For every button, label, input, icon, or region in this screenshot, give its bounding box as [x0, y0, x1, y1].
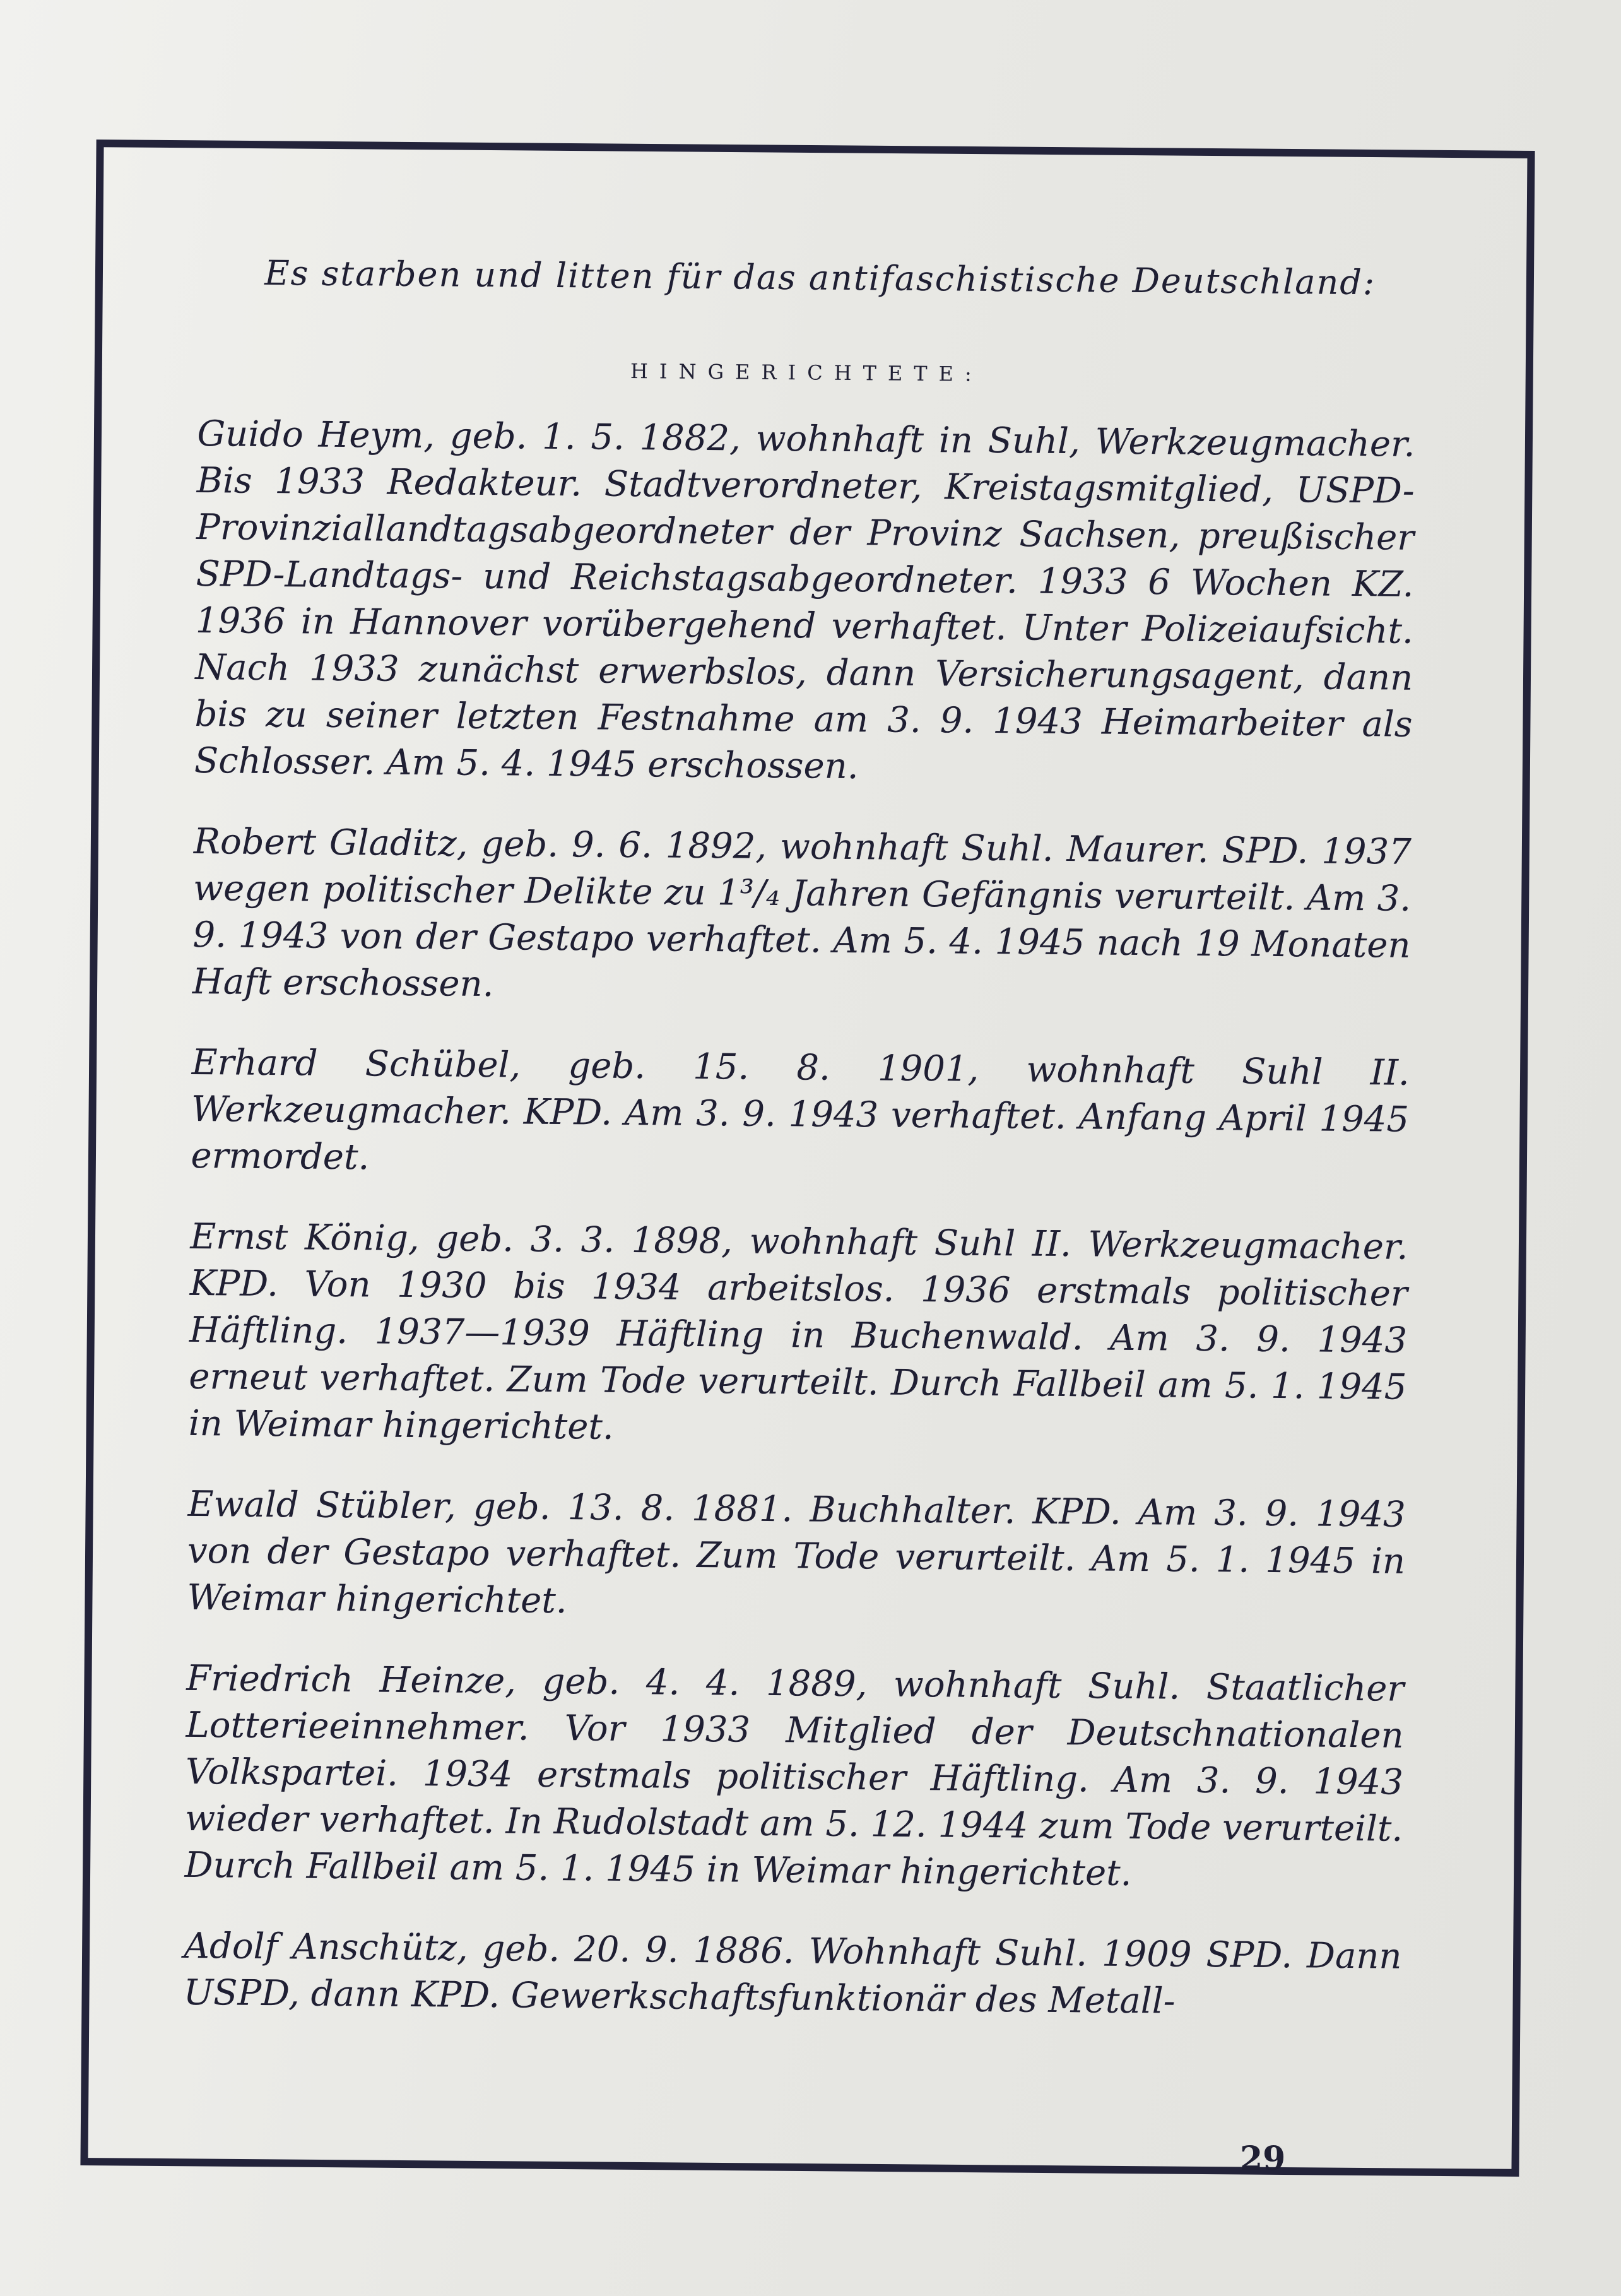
entry-paragraph: Erhard Schübel, geb. 15. 8. 1901, wohnhaft Suhl II. Werkzeugmacher. KPD. Am 3. 9. 1943 verhaftet. Anfang April 1945 ermordet. [191, 1041, 1410, 1178]
entry-paragraph: Ernst König, geb. 3. 3. 1898, wohnhaft Suhl II. Werkzeugmacher. KPD. Von 1930 bis 1934 arbeitslos. 1936 erstmals politischer Häftling. 1937—1939 Häftling in Buchenwald. Am 3. 9. 1943 erneut verhaftet. Zum Tode verurteilt. Durch Fallbeil am 5. 1. 1945 in Weimar hingerichtet. [188, 1216, 1408, 1448]
section-heading: HINGERICHTETE: [630, 358, 983, 386]
entry-paragraph: Guido Heym, geb. 1. 5. 1882, wohnhaft in Suhl, Werkzeugmacher. Bis 1933 Redakteur. Stadtverordneter, Kreistagsmitglied, USPD-Provinziallandtagsabgeordneter der Provinz Sachsen, preußischer SPD-Landtags- und Reichstagsabgeordneter. 1933 6 Wochen KZ. 1936 in Hannover vorübergehend verhaftet. Unter Polizeiaufsicht. Nach 1933 zunächst erwerbslos, dann Versicherungsagent, dann bis zu seiner letzten Festnahme am 3. 9. 1943 Heimarbeiter als Schlosser. Am 5. 4. 1945 erschossen. [194, 413, 1415, 788]
entry-paragraph: Robert Gladitz, geb. 9. 6. 1892, wohnhaft Suhl. Maurer. SPD. 1937 wegen politischer Delikte zu 1³/₄ Jahren Gefängnis verurteilt. Am 3. 9. 1943 von der Gestapo verhaftet. Am 5. 4. 1945 nach 19 Monaten Haft erschossen. [192, 820, 1412, 1005]
entry-paragraph: Friedrich Heinze, geb. 4. 4. 1889, wohnhaft Suhl. Staatlicher Lotterieeinnehmer. Vor 1933 Mitglied der Deutschnationalen Volkspartei. 1934 erstmals politischer Häftling. Am 3. 9. 1943 wieder verhaftet. In Rudolstadt am 5. 12. 1944 zum Tode verurteilt. Durch Fallbeil am 5. 1. 1945 in Weimar hingerichtet. [184, 1657, 1405, 1894]
entry-paragraph: Adolf Anschütz, geb. 20. 9. 1886. Wohnhaft Suhl. 1909 SPD. Dann USPD, dann KPD. Gewerkschaftsfunktionär des Metall- [183, 1925, 1402, 2022]
entry-paragraph: Ewald Stübler, geb. 13. 8. 1881. Buchhalter. KPD. Am 3. 9. 1943 von der Gestapo verhaftet. Zum Tode verurteilt. Am 5. 1. 1945 in Weimar hingerichtet. [187, 1483, 1406, 1622]
document-heading: Es starben und litten für das antifaschistische Deutschland: [264, 252, 1376, 303]
page-number: 29 [1240, 2139, 1286, 2178]
document-body [183, 252, 1417, 2061]
